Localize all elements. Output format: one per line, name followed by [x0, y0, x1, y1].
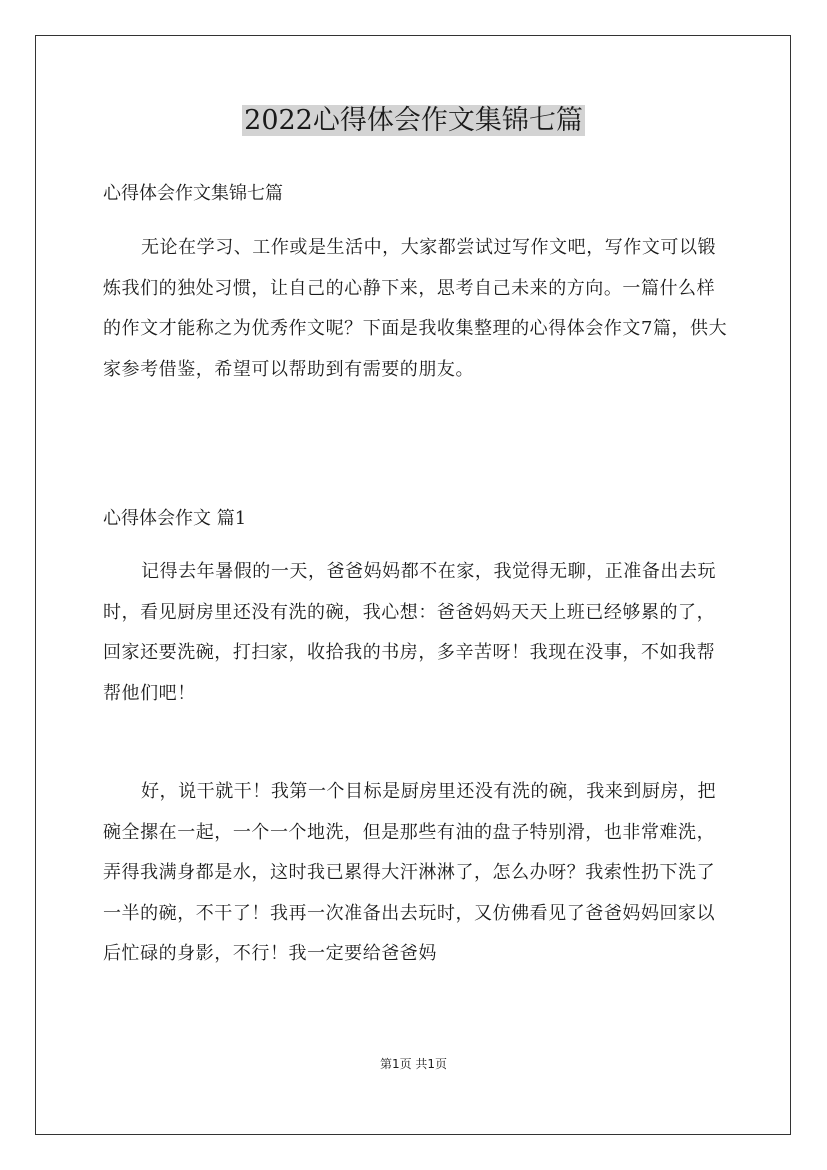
- body-paragraph: 记得去年暑假的一天，爸爸妈妈都不在家，我觉得无聊，正准备出去玩时，看见厨房里还没有洗的碗，我心想：爸爸妈妈天天上班已经够累的了，回家还要洗碗，打扫家，收拾我的书房，多辛苦呀！我现在没事，不如我帮帮他们吧！: [103, 561, 717, 704]
- page-footer: 第1页 共1页: [379, 1057, 448, 1071]
- document-title-text: 2022心得体会作文集锦七篇: [244, 105, 583, 136]
- document-subtitle: 心得体会作文集锦七篇: [103, 183, 283, 204]
- document-title: [0, 101, 827, 141]
- section-heading: 心得体会作文 篇1: [103, 508, 247, 529]
- body-paragraph: 好，说干就干！我第一个目标是厨房里还没有洗的碗，我来到厨房，把碗全摞在一起，一个一个地洗，但是那些有油的盘子特别滑，也非常难洗，弄得我满身都是水，这时我已累得大汗淋淋了，怎么办呀？我索性扔下洗了一半的碗，不干了！我再一次准备出去玩时，又仿佛看见了爸爸妈妈回家以后忙碌的身影，不行！我一定要给爸爸妈: [103, 781, 717, 964]
- intro-paragraph: 无论在学习、工作或是生活中，大家都尝试过写作文吧，写作文可以锻炼我们的独处习惯，让自己的心静下来，思考自己未来的方向。一篇什么样的作文才能称之为优秀作文呢？下面是我收集整理的心得体会作文7篇，供大家参考借鉴，希望可以帮助到有需要的朋友。: [103, 237, 728, 380]
